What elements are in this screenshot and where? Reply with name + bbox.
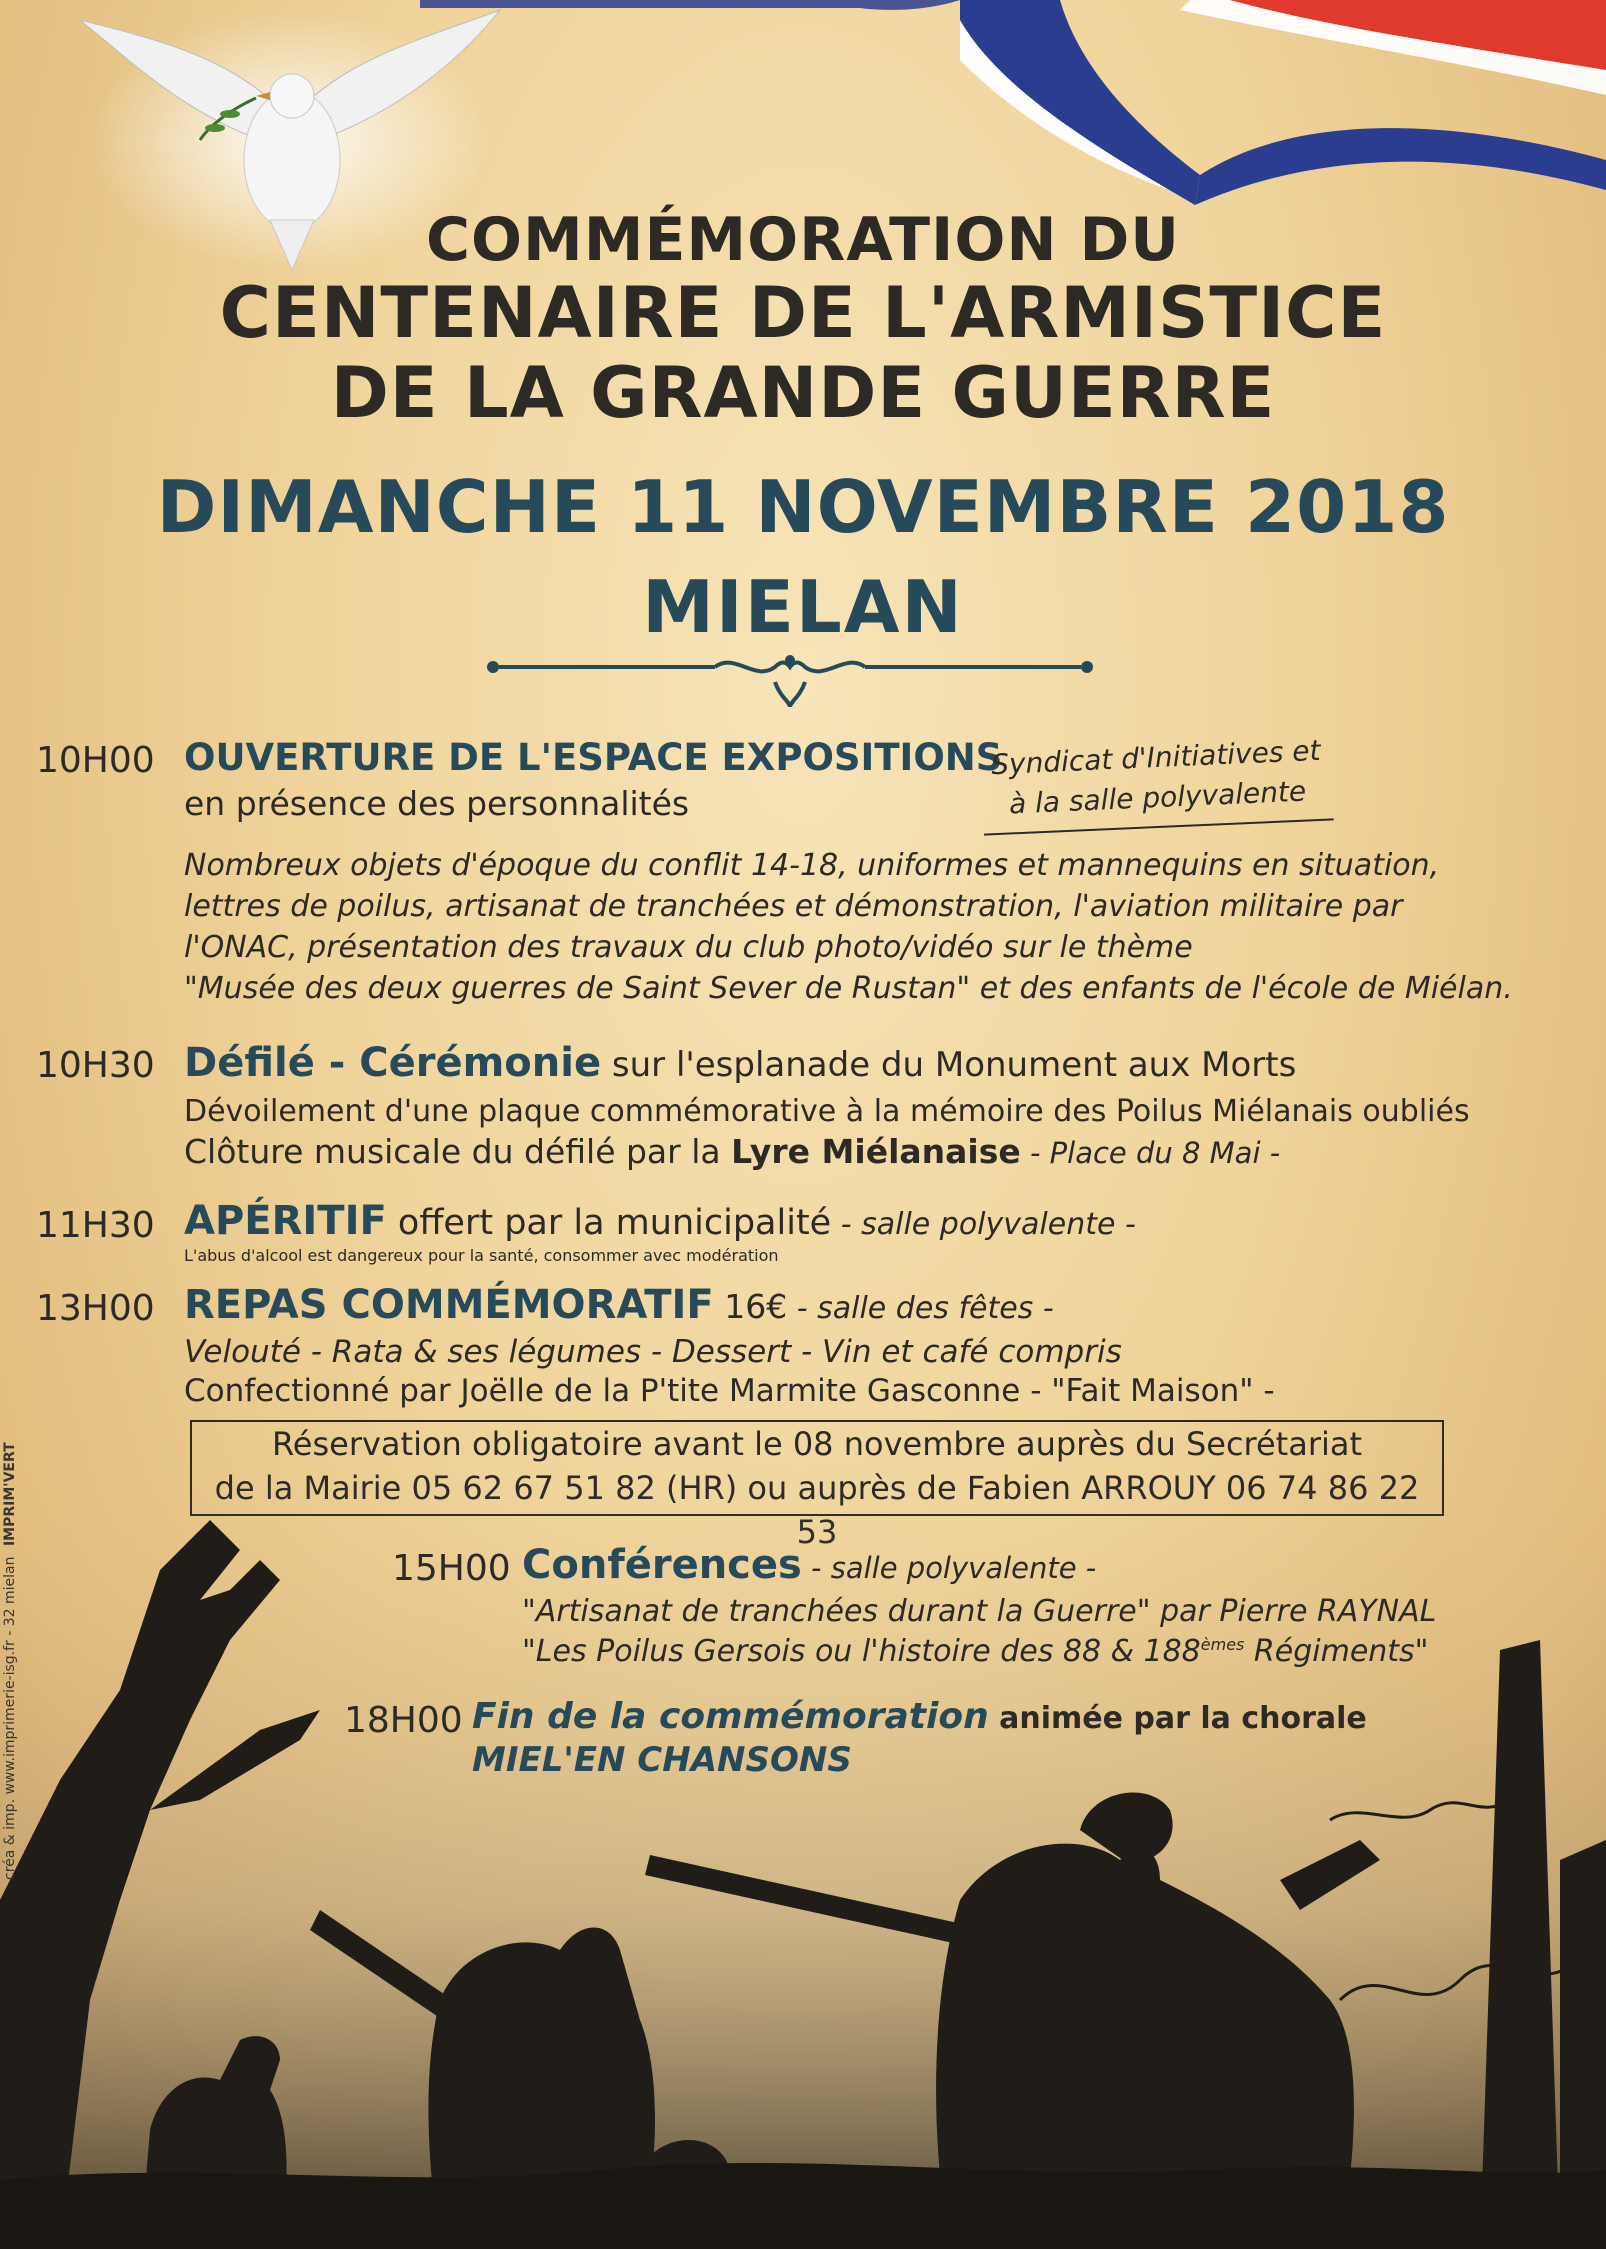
event-6-choir: MIEL'EN CHANSONS: [472, 1740, 852, 1780]
event-1-desc-1: Nombreux objets d'époque du conflit 14-18, uniformes et mannequins en situation,: [184, 848, 1440, 883]
ornament-divider-icon: [485, 652, 1095, 712]
event-5-talk-2-end: Régiments": [1244, 1634, 1429, 1669]
event-2-location: sur l'esplanade du Monument aux Morts: [601, 1045, 1297, 1085]
event-4-price: 16€: [713, 1287, 788, 1326]
event-5-talk-1: "Artisanat de tranchées durant la Guerre" par Pierre RAYNAL: [522, 1594, 1437, 1629]
event-5-talk-2-main: "Les Poilus Gersois ou l'histoire des 88 & 188: [522, 1634, 1201, 1669]
event-2-closing-text: Clôture musicale du défilé par la: [184, 1132, 732, 1171]
event-2-band: Lyre Miélanaise: [731, 1132, 1021, 1171]
event-6-title-line: [472, 1696, 1367, 1737]
event-2-title: Défilé - Cérémonie: [184, 1040, 602, 1086]
event-6-time: 18H00: [344, 1700, 463, 1741]
event-3-offer: offert par la municipalité: [386, 1203, 832, 1243]
event-4-menu: Velouté - Rata & ses légumes - Dessert - Vin et café compris: [184, 1334, 1122, 1370]
reservation-line-1: Réservation obligatoire avant le 08 novembre auprès du Secrétariat: [271, 1425, 1363, 1463]
event-town: MIELAN: [642, 565, 964, 649]
event-4-title: REPAS COMMÉMORATIF: [184, 1282, 714, 1328]
event-5-time: 15H00: [392, 1548, 511, 1589]
event-1-desc-4: "Musée des deux guerres de Saint Sever de Rustan" et des enfants de l'école de Miélan.: [184, 971, 1513, 1006]
event-5-title: Conférences: [522, 1542, 802, 1588]
event-3-location: - salle polyvalente -: [831, 1207, 1136, 1242]
alcohol-warning: L'abus d'alcool est dangereux pour la santé, consommer avec modération: [184, 1246, 779, 1265]
syndicat-note-line-1: Syndicat d'Initiatives et: [990, 733, 1322, 782]
event-5-talk-2: [522, 1634, 1428, 1669]
printer-credit: [2, 1410, 32, 1880]
title-line-1: COMMÉMORATION DU: [425, 205, 1181, 275]
event-6-title: Fin de la commémoration: [472, 1696, 989, 1737]
event-date: DIMANCHE 11 NOVEMBRE 2018: [156, 465, 1450, 549]
event-4-location: - salle des fêtes -: [787, 1291, 1054, 1326]
printer-credit-text: créa & imp. www.imprimerie-isg.fr - 32 mielan: [2, 1556, 18, 1880]
event-2-place: - Place du 8 Mai -: [1020, 1136, 1281, 1170]
event-5-title-line: [522, 1542, 1096, 1588]
event-4-title-line: [184, 1282, 1054, 1328]
event-5-talk-2-sup: èmes: [1200, 1635, 1245, 1654]
title-line-2: CENTENAIRE DE L'ARMISTICE: [219, 272, 1387, 354]
printer-logo: IMPRIM'VERT: [2, 1442, 18, 1547]
event-1-title: OUVERTURE DE L'ESPACE EXPOSITIONS: [184, 736, 1003, 779]
event-2-line-3: [184, 1132, 1280, 1171]
event-2-line-2: Dévoilement d'une plaque commémorative à la mémoire des Poilus Miélanais oubliés: [184, 1094, 1470, 1129]
event-1-desc-3: l'ONAC, présentation des travaux du club photo/vidéo sur le thème: [184, 930, 1193, 965]
event-2-title-line: [184, 1040, 1296, 1086]
syndicat-note-line-2: à la salle polyvalente: [1008, 774, 1307, 821]
event-6-choir-intro: animée par la chorale: [988, 1701, 1367, 1736]
title-line-3: DE LA GRANDE GUERRE: [330, 352, 1276, 434]
event-3-time: 11H30: [36, 1205, 155, 1246]
syndicat-note: [980, 730, 1334, 837]
event-1-time: 10H00: [36, 740, 155, 781]
event-1-desc-2: lettres de poilus, artisanat de tranchées et démonstration, l'aviation militaire par: [184, 889, 1403, 924]
event-5-location: - salle polyvalente -: [801, 1551, 1097, 1585]
event-1-subtitle: en présence des personnalités: [184, 784, 690, 823]
event-4-time: 13H00: [36, 1288, 155, 1329]
event-3-title-line: [184, 1198, 1136, 1244]
event-2-time: 10H30: [36, 1045, 155, 1086]
event-3-title: APÉRITIF: [184, 1198, 387, 1244]
event-4-by: Confectionné par Joëlle de la P'tite Marmite Gasconne - "Fait Maison" -: [184, 1373, 1275, 1409]
